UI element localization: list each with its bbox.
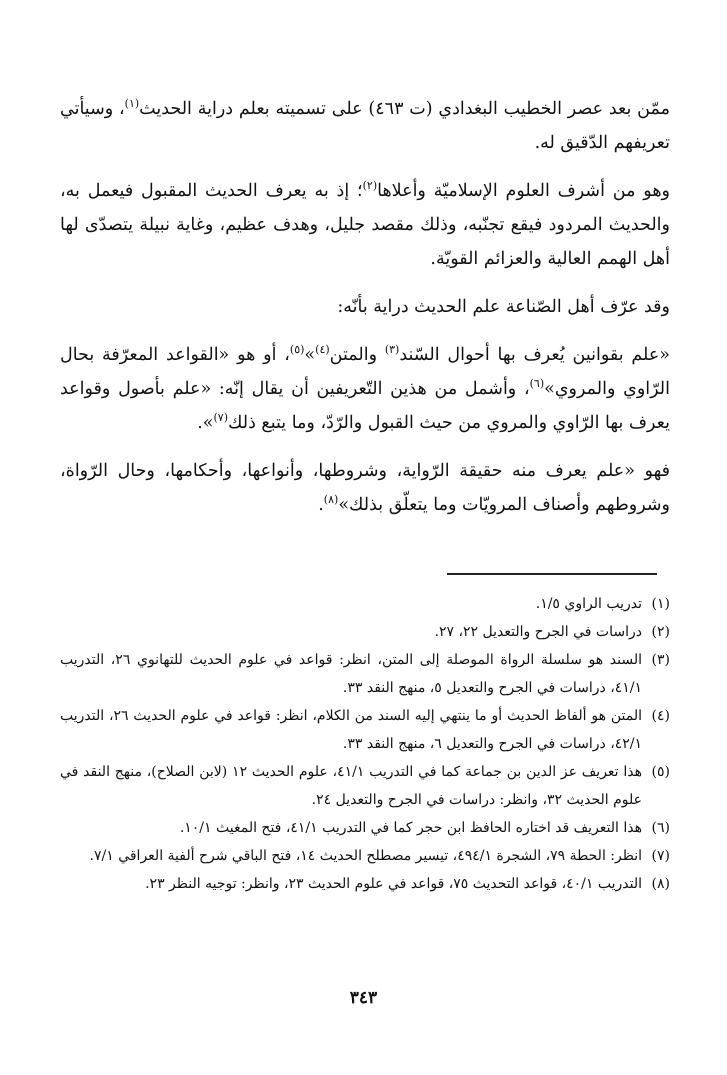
footnote bbox=[60, 646, 670, 702]
text-span: ، وأشمل من هذين التّعريفين أن يقال إنّه: «علم بأصول وقواعد يعرف بها الرّاوي والمروي من حيث القبول والرّدّ، وما يتبع ذلك bbox=[60, 379, 670, 433]
footnote-number: (٤) bbox=[651, 708, 670, 724]
text-span: فهو «علم يعرف منه حقيقة الرّواية، وشروطها، وأنواعها، وأحكامها، وحال الرّواة، وشروطهم وأصناف المرويّات وما يتعلّق بذلك» bbox=[60, 461, 670, 515]
main-text bbox=[60, 92, 670, 536]
text-span: » bbox=[304, 345, 316, 365]
paragraph-2 bbox=[60, 174, 670, 276]
footnote-number: (٧) bbox=[651, 848, 670, 864]
footnote bbox=[60, 590, 670, 618]
footnote-ref: (٦) bbox=[529, 377, 545, 391]
footnote bbox=[60, 758, 670, 814]
footnote-ref: (٧) bbox=[213, 411, 228, 425]
paragraph-1 bbox=[60, 92, 670, 160]
paragraph-4 bbox=[60, 338, 670, 440]
footnote bbox=[60, 842, 670, 870]
footnote bbox=[60, 870, 670, 898]
text-span: ». bbox=[197, 413, 214, 433]
footnote-ref: (٣) bbox=[384, 343, 400, 357]
footnote-number: (٦) bbox=[651, 820, 670, 836]
text-span: ممّن بعد عصر الخطيب البغدادي (ت ٤٦٣) على تسميته بعلم دراية الحديث bbox=[139, 99, 670, 119]
text-span: . bbox=[318, 495, 324, 515]
footnote-ref: (٢) bbox=[362, 179, 378, 193]
footnote-number: (١) bbox=[651, 596, 670, 612]
footnote-text: انظر: الحطة ٧٩، الشجرة ٤٩٤/١، تيسير مصطلح الحديث ١٤، فتح الباقي شرح ألفية العراقي ٧/١. bbox=[89, 848, 642, 864]
footnotes-list bbox=[60, 590, 670, 898]
footnote-ref: (١) bbox=[124, 97, 140, 111]
footnote-ref: (٨) bbox=[323, 493, 339, 507]
footnote-text: هذا تعريف عز الدين بن جماعة كما في التدريب ٤١/١، علوم الحديث ١٢ (لابن الصلاح)، منهج النقد في علوم الحديث ٣٢، وانظر: دراسات في الجرح والتعديل ٢٤. bbox=[60, 764, 642, 808]
paragraph-5 bbox=[60, 454, 670, 522]
footnote-text: تدريب الراوي ١/٥. bbox=[535, 596, 642, 612]
text-span: وهو من أشرف العلوم الإسلاميّة وأعلاها bbox=[377, 181, 670, 201]
text-span: ، وسيأتي تعريفهم الدّقيق له. bbox=[60, 99, 670, 153]
text-span: ، أو هو «القواعد المعرّفة بحال الرّاوي والمروي» bbox=[60, 345, 670, 399]
footnote bbox=[60, 814, 670, 842]
footnote-ref: (٥) bbox=[289, 343, 305, 357]
footnote-number: (٣) bbox=[651, 652, 670, 668]
paragraph-3: وقد عرّف أهل الصّناعة علم الحديث دراية بأنّه: bbox=[337, 297, 670, 317]
footnote-text: السند هو سلسلة الرواة الموصلة إلى المتن، انظر: قواعد في علوم الحديث للتهانوي ٢٦، التدريب ٤١/١، دراسات في الجرح والتعديل ٥، منهج النقد ٣٣. bbox=[60, 652, 642, 696]
footnote-text: المتن هو ألفاظ الحديث أو ما ينتهي إليه السند من الكلام، انظر: قواعد في علوم الحديث ٢٦، التدريب ٤٢/١، دراسات في الجرح والتعديل ٦، منهج النقد ٣٣. bbox=[60, 708, 642, 752]
footnote-number: (٥) bbox=[651, 764, 670, 780]
text-span: «علم بقوانين يُعرف بها أحوال السّند bbox=[399, 345, 670, 365]
footnote bbox=[60, 702, 670, 758]
footnote-text: التدريب ٤٠/١، قواعد التحديث ٧٥، قواعد في علوم الحديث ٢٣، وانظر: توجيه النظر ٢٣. bbox=[145, 876, 642, 892]
text-span: ؛ إذ به يعرف الحديث المقبول فيعمل به، والحديث المردود فيقع تجنّبه، وذلك مقصد جليل، وهدف عظيم، وغاية نبيلة يتصدّى لها أهل الهمم العالية والعزائم القويّة. bbox=[60, 181, 670, 269]
footnote-separator bbox=[447, 573, 657, 575]
footnote-text: دراسات في الجرح والتعديل ٢٢، ٢٧. bbox=[434, 624, 642, 640]
page-number: ٣٤٣ bbox=[349, 988, 378, 1008]
footnote-number: (٢) bbox=[651, 624, 670, 640]
text-span: والمتن bbox=[329, 345, 385, 365]
footnote-number: (٨) bbox=[651, 876, 670, 892]
footnote-ref: (٤) bbox=[315, 343, 330, 357]
footnote bbox=[60, 618, 670, 646]
footnote-text: هذا التعريف قد اختاره الحافظ ابن حجر كما في التدريب ٤١/١، فتح المغيث ١٠/١. bbox=[179, 820, 642, 836]
